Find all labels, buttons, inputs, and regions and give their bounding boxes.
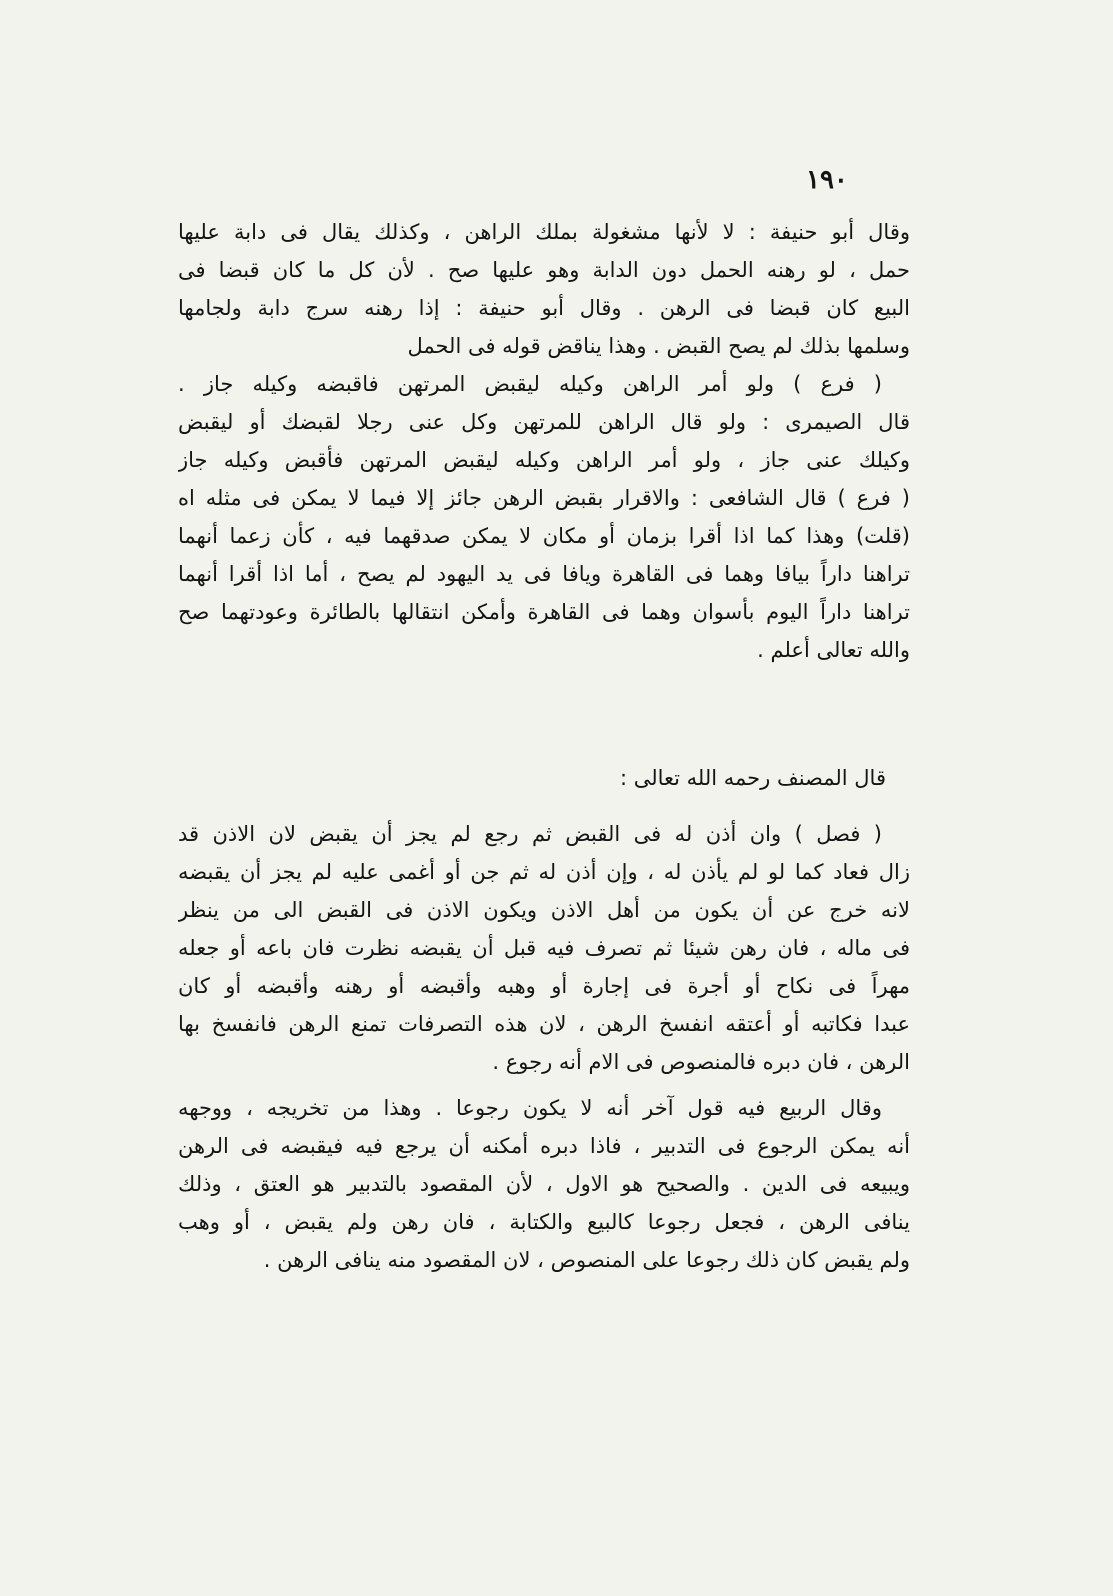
text-line: الرهن ، فان دبره فالمنصوص فى الام أنه رجوع . bbox=[492, 1050, 910, 1074]
text-block-3 bbox=[178, 1089, 910, 1279]
text-line: وكيلك عنى جاز ، ولو أمر الراهن وكيله ليقبض المرتهن فأقبض وكيله جاز bbox=[178, 448, 910, 472]
text-line: لانه خرج عن أن يكون من أهل الاذن ويكون الاذن فى القبض الى من ينظر bbox=[178, 898, 910, 922]
text-line: ولم يقبض كان ذلك رجوعا على المنصوص ، لان المقصود منه ينافى الرهن . bbox=[263, 1248, 910, 1272]
text-line: ( فصل ) وان أذن له فى القبض ثم رجع لم يجز أن يقبض لان الاذن قد bbox=[178, 822, 882, 846]
text-line: وسلمها بذلك لم يصح القبض . وهذا يناقض قوله فى الحمل bbox=[407, 334, 910, 358]
text-block-2 bbox=[178, 815, 910, 1081]
text-line: ( فرع ) ولو أمر الراهن وكيله ليقبض المرتهن فاقبضه وكيله جاز . bbox=[178, 372, 882, 396]
text-block-1 bbox=[178, 213, 910, 669]
page-number: ١٩٠ bbox=[806, 165, 848, 195]
text-line: قال الصيمرى : ولو قال الراهن للمرتهن وكل عنى رجلا لقبضك أو ليقبض bbox=[178, 410, 910, 434]
text-line: عبدا فكاتبه أو أعتقه انفسخ الرهن ، لان هذه التصرفات تمنع الرهن فانفسخ بها bbox=[178, 1012, 910, 1036]
text-line: البيع كان قبضا فى الرهن . وقال أبو حنيفة : إذا رهنه سرج دابة ولجامها bbox=[178, 296, 910, 320]
text-line: مهراً فى نكاح أو أجرة فى إجارة أو وهبه وأقبضه أو رهنه وأقبضه أو كان bbox=[178, 974, 910, 998]
text-line: تراهنا داراً بيافا وهما فى القاهرة ويافا فى يد اليهود لم يصح ، أما اذا أقرا أنهما bbox=[178, 562, 910, 586]
text-line: ينافى الرهن ، فجعل رجوعا كالبيع والكتابة ، فان رهن ولم يقبض ، أو وهب bbox=[178, 1210, 910, 1234]
section-heading: قال المصنف رحمه الله تعالى : bbox=[619, 766, 886, 790]
text-line: فى ماله ، فان رهن شيئا ثم تصرف فيه قبل أن يقبضه نظرت فان باعه أو جعله bbox=[178, 936, 910, 960]
text-line: زال فعاد كما لو لم يأذن له ، وإن أذن له ثم جن أو أغمى عليه لم يجز أن يقبضه bbox=[178, 860, 910, 884]
text-line: تراهنا داراً اليوم بأسوان وهما فى القاهرة وأمكن انتقالها بالطائرة وعودتهما صح bbox=[178, 600, 910, 624]
text-line: ( فرع ) قال الشافعى : والاقرار بقبض الرهن جائز إلا فيما لا يمكن فى مثله اه bbox=[178, 486, 910, 510]
text-line: وقال أبو حنيفة : لا لأنها مشغولة بملك الراهن ، وكذلك يقال فى دابة عليها bbox=[178, 220, 910, 244]
text-line: والله تعالى أعلم . bbox=[757, 638, 910, 662]
text-line: (قلت) وهذا كما اذا أقرا بزمان أو مكان لا يمكن صدقهما فيه ، كأن زعما أنهما bbox=[178, 524, 910, 548]
text-line: أنه يمكن الرجوع فى التدبير ، فاذا دبره أمكنه أن يرجع فيه فيقبضه فى الرهن bbox=[178, 1134, 910, 1158]
text-line: ويبيعه فى الدين . والصحيح هو الاول ، لأن المقصود بالتدبير هو العتق ، وذلك bbox=[178, 1172, 910, 1196]
text-line: حمل ، لو رهنه الحمل دون الدابة وهو عليها صح . لأن كل ما كان قبضا فى bbox=[178, 258, 910, 282]
text-line: وقال الربيع فيه قول آخر أنه لا يكون رجوعا . وهذا من تخريجه ، ووجهه bbox=[178, 1096, 882, 1120]
